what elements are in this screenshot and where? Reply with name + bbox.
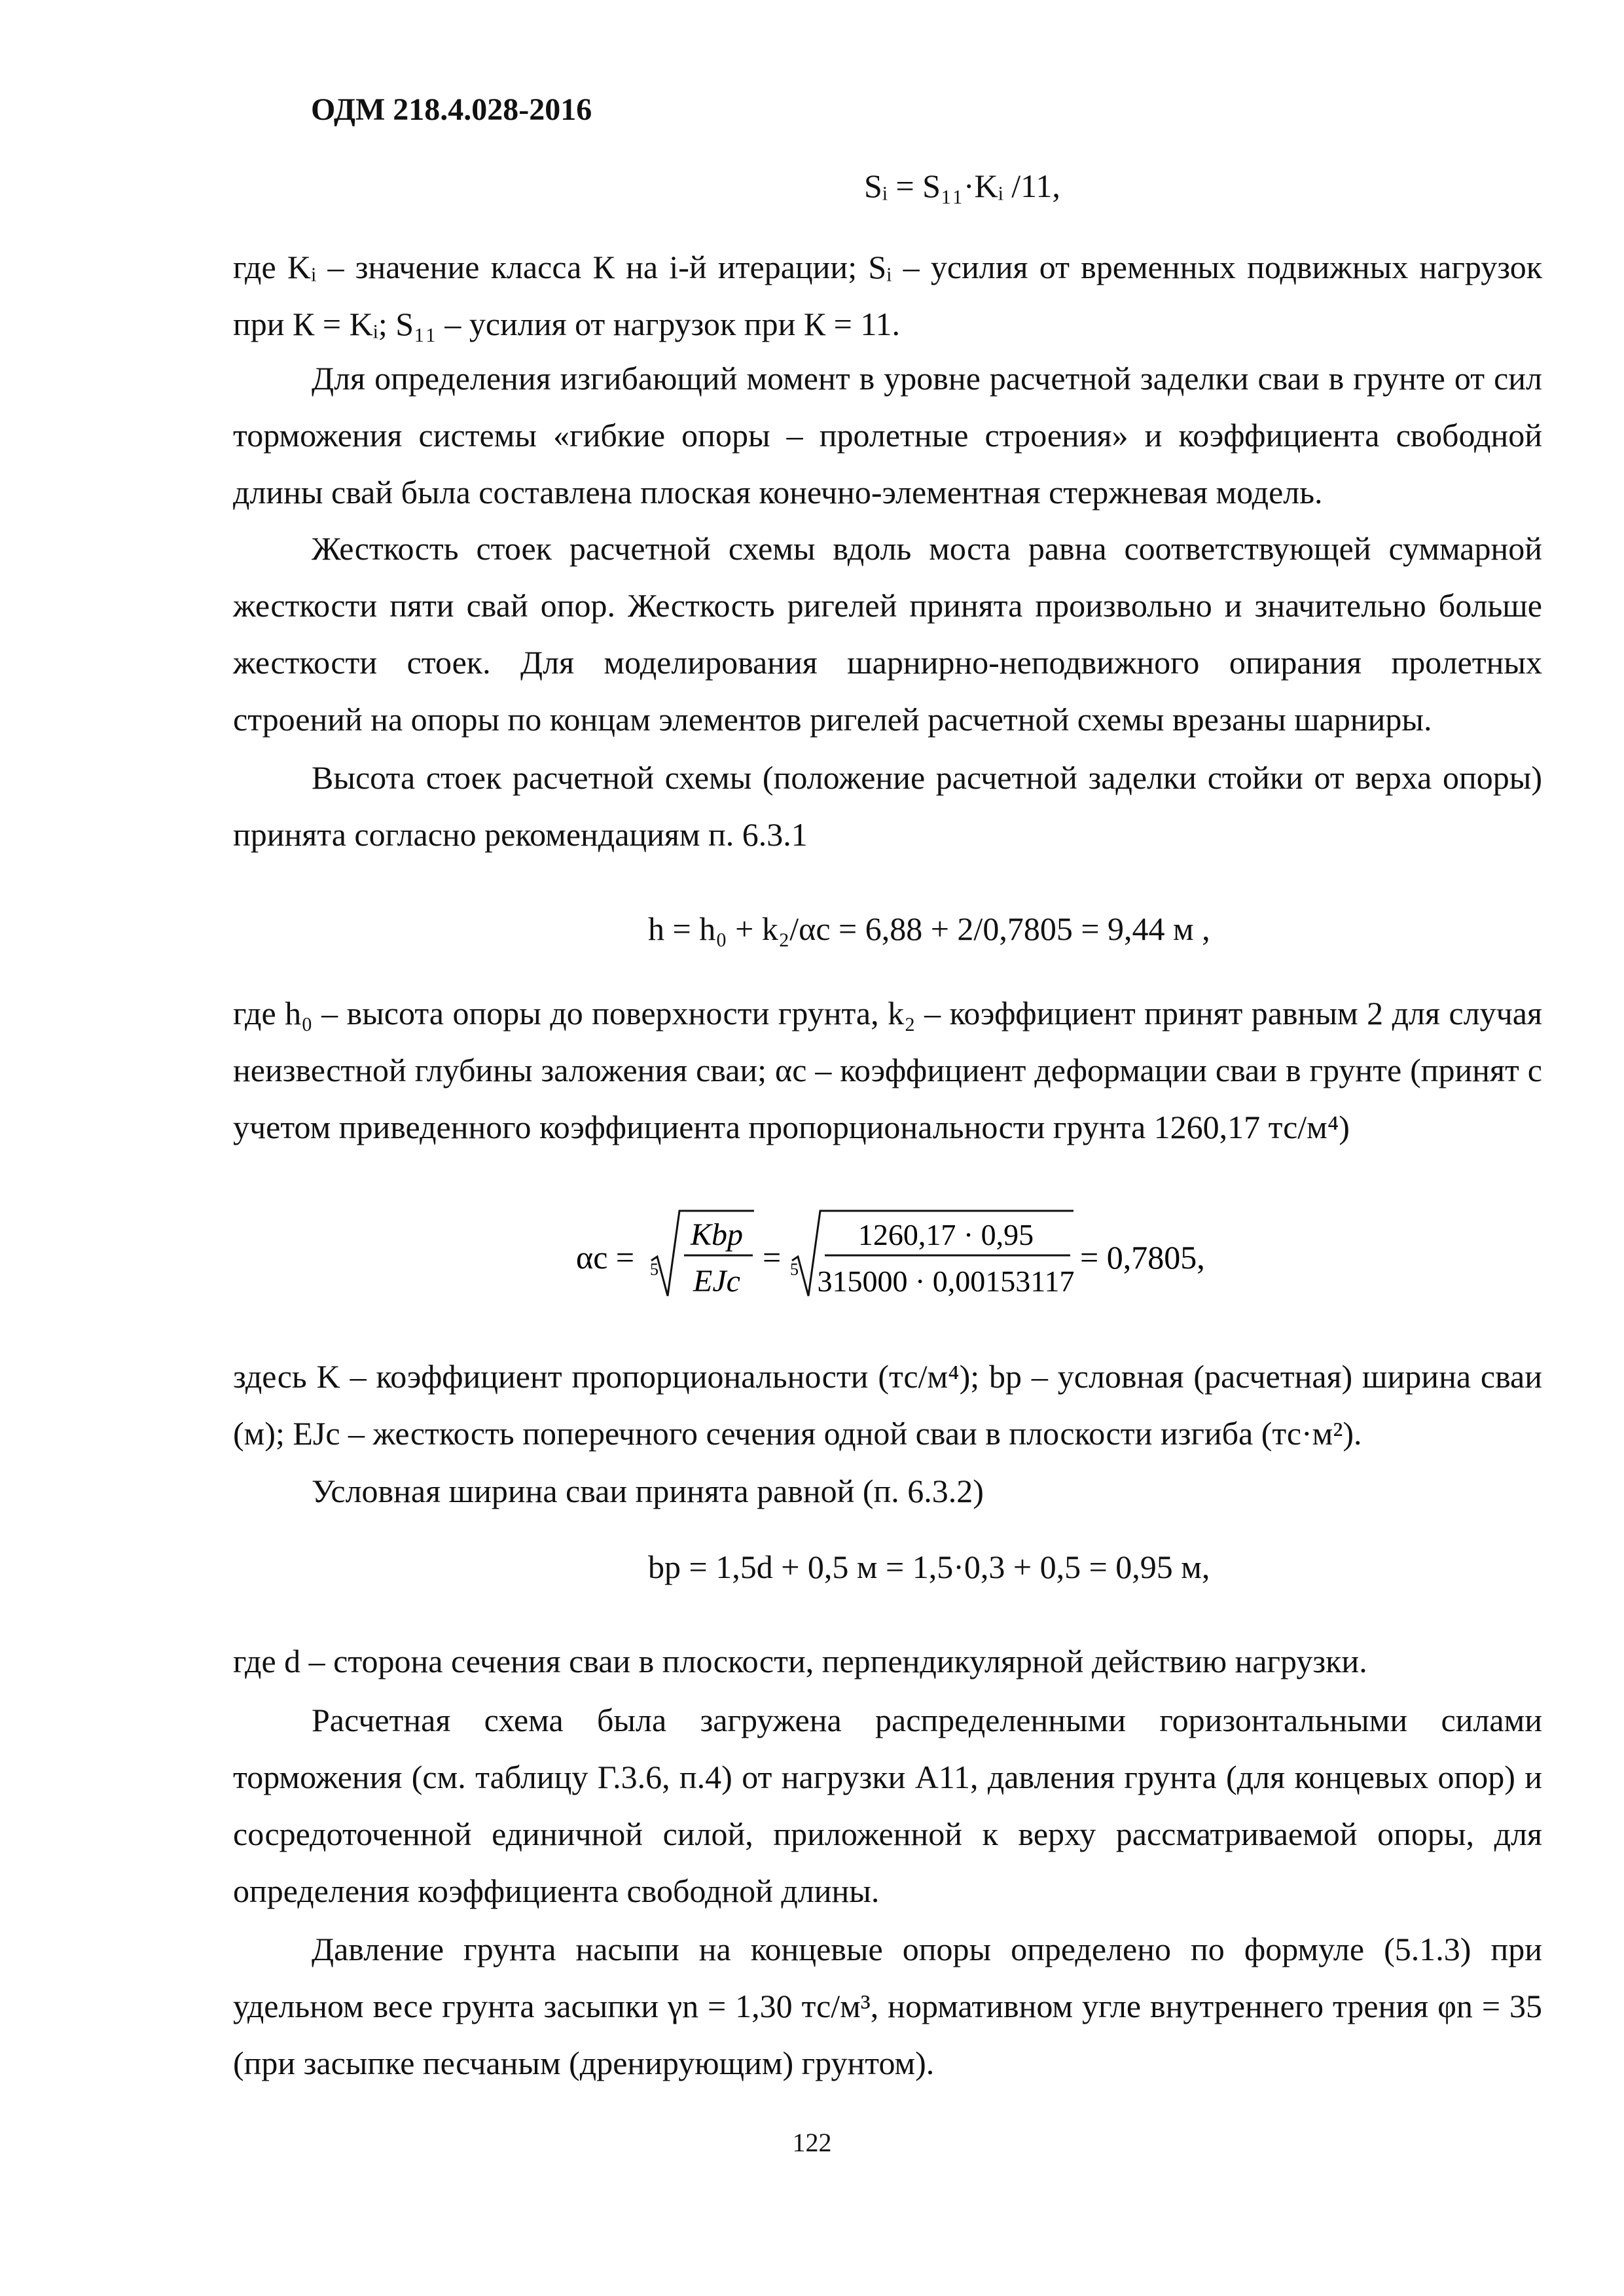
paragraph-d-definition: где d – сторона сечения сваи в плоскости, перпендикулярной действию нагрузки.: [233, 1643, 1367, 1679]
root-index-2: 5: [790, 1260, 799, 1279]
fraction-1-numerator: Kbp: [690, 1217, 744, 1252]
paragraph-height: Высота стоек расчетной схемы (положение расчетной заделки стойки от верха опоры) принята согласно рекомендациям п. 6.3.1: [233, 759, 1542, 853]
fraction-2-numerator: 1260,17 · 0,95: [857, 1218, 1034, 1251]
formula-si: Sᵢ = S₁₁·Kᵢ /11,: [864, 168, 1060, 204]
paragraph-loading: Расчетная схема была загружена распределенными горизонтальными силами торможения (см. таблицу Г.3.6, п.4) от нагрузки А11, давления грунта (для концевых опор) и сосредоточенной единичной силой, приложенной к верху рассматриваемой опоры, для определения коэффициента свободной длины.: [233, 1702, 1542, 1909]
fraction-1-denominator: EJc: [693, 1264, 740, 1299]
fraction-2-denominator: 315000 · 0,00153117: [817, 1265, 1075, 1298]
paragraph-conditional-width: Условная ширина сваи принята равной (п. 6.3.2): [312, 1473, 984, 1509]
document-code-header: ОДМ 218.4.028-2016: [311, 92, 592, 127]
page-number: 122: [792, 2128, 832, 2157]
alpha-c-lhs: αc =: [576, 1239, 635, 1276]
formula-alpha-c: [576, 1198, 1231, 1319]
svg-text:=: =: [763, 1239, 782, 1276]
root-index-1: 5: [650, 1260, 659, 1279]
paragraph-k-definition: здесь K – коэффициент пропорциональности (тс/м⁴); bp – условная (расчетная) ширина сваи (м); EJc – жесткость поперечного сечения одной сваи в плоскости изгиба (тс·м²).: [233, 1358, 1542, 1452]
paragraph-soil-pressure: Давление грунта насыпи на концевые опоры определено по формуле (5.1.3) при удельном весе грунта засыпки γn = 1,30 тс/м³, нормативном угле внутреннего трения φn = 35 (при засыпке песчаным (дренирующим) грунтом).: [233, 1931, 1542, 2081]
formula-h: h = h₀ + k₂/αc = 6,88 + 2/0,7805 = 9,44 м ,: [648, 910, 1210, 947]
paragraph-model-description: Для определения изгибающий момент в уровне расчетной заделки сваи в грунте от сил торможения системы «гибкие опоры – пролетные строения» и коэффициента свободной длины свай была составлена плоская конечно-элементная стержневая модель.: [233, 360, 1542, 511]
paragraph-stiffness: Жесткость стоек расчетной схемы вдоль моста равна соответствующей суммарной жесткости пяти свай опор. Жесткость ригелей принята произвольно и значительно больше жесткости стоек. Для моделирования шарнирно-неподвижного опирания пролетных строений на опоры по концам элементов ригелей расчетной схемы врезаны шарниры.: [233, 530, 1542, 738]
formula-bp: bp = 1,5d + 0,5 м = 1,5·0,3 + 0,5 = 0,95 м,: [648, 1549, 1210, 1585]
paragraph-h0-definition: где h₀ – высота опоры до поверхности грунта, k₂ – коэффициент принят равным 2 для случая неизвестной глубины заложения сваи; αc – коэффициент деформации сваи в грунте (принят с учетом приведенного коэффициента пропорциональности грунта 1260,17 тс/м⁴): [233, 995, 1542, 1145]
alpha-c-result: = 0,7805,: [1080, 1239, 1205, 1276]
paragraph-ki-definition: где Kᵢ – значение класса К на i-й итерации; Sᵢ – усилия от временных подвижных нагрузок при К = Kᵢ; S₁₁ – усилия от нагрузок при К = 11.: [233, 249, 1542, 342]
